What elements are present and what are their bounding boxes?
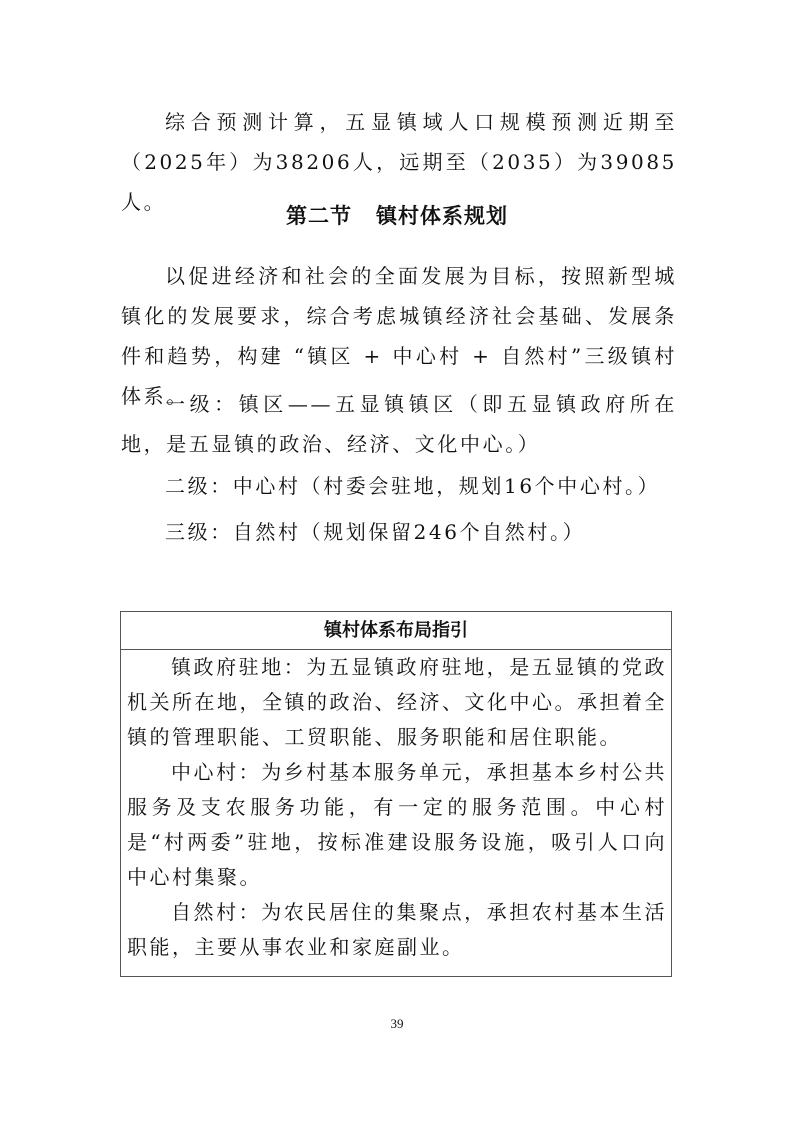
intro-paragraph: 以促进经济和社会的全面发展为目标，按照新型城镇化的发展要求，综合考虑城镇经济社会基础、发展条件和趋势，构建 “镇区 + 中心村 + 自然村”三级镇村体系。 xyxy=(121,264,677,408)
level-3-paragraph: 三级：自然村（规划保留246个自然村。） xyxy=(165,520,586,544)
section-heading xyxy=(0,200,794,230)
forecast-paragraph: 综合预测计算，五显镇域人口规模预测近期至（2025年）为38206人，远期至（2035）为39085人。 xyxy=(121,110,677,214)
guide-box-body xyxy=(121,650,671,965)
guide-item-natural-village: 自然村：为农民居住的集聚点，承担农村基本生活职能，主要从事农业和家庭副业。 xyxy=(127,900,667,959)
guide-box-title: 镇村体系布局指引 xyxy=(121,612,671,650)
section-title: 镇村体系规划 xyxy=(376,204,508,228)
page-number: 39 xyxy=(390,1016,404,1031)
level-2-paragraph: 二级：中心村（村委会驻地，规划16个中心村。） xyxy=(165,474,661,498)
guide-box xyxy=(120,611,672,977)
guide-item-central-village: 中心村：为乡村基本服务单元，承担基本乡村公共服务及支农服务功能，有一定的服务范围。中心村是“村两委”驻地，按标准建设服务设施，吸引人口向中心村集聚。 xyxy=(127,760,667,889)
level-1-paragraph: 一级：镇区——五显镇镇区（即五显镇政府所在地，是五显镇的政治、经济、文化中心。） xyxy=(121,392,677,456)
section-number: 第二节 xyxy=(286,204,352,228)
guide-item-town-government: 镇政府驻地：为五显镇政府驻地，是五显镇的党政机关所在地，全镇的政治、经济、文化中心。承担着全镇的管理职能、工贸职能、服务职能和居住职能。 xyxy=(127,655,667,749)
